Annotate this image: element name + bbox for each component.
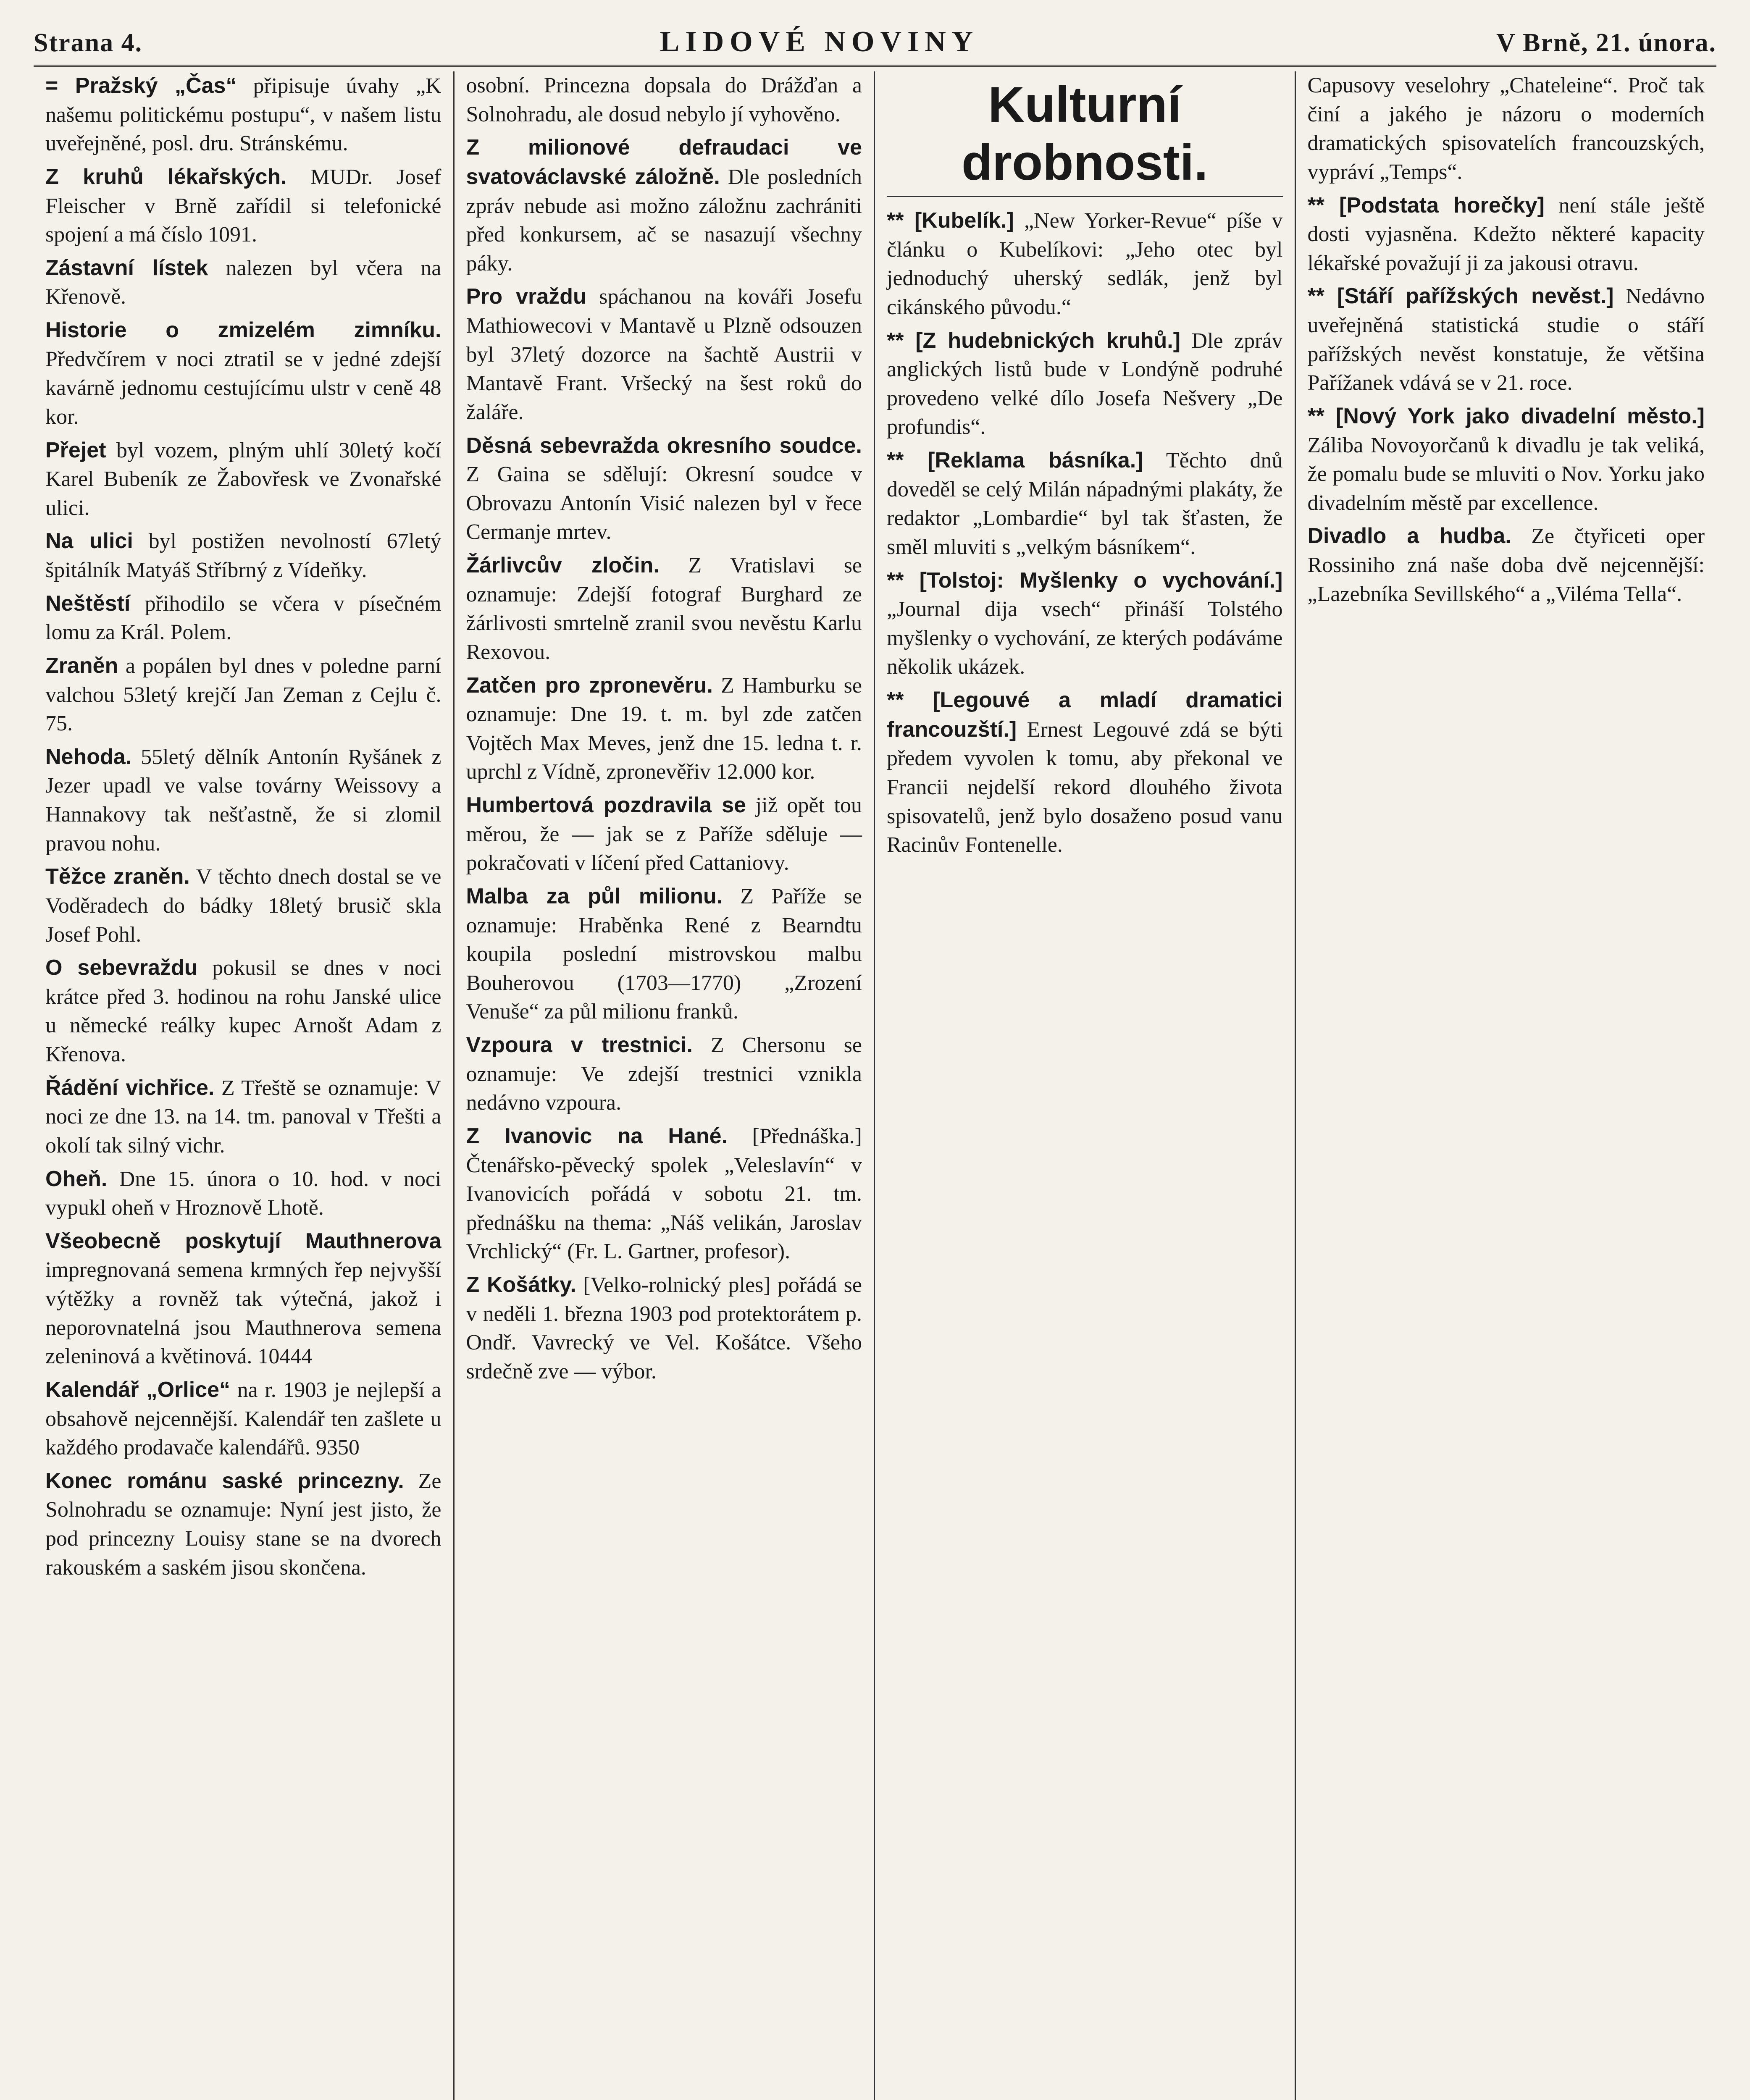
article-paragraph (45, 862, 441, 949)
place-date: V Brně, 21. února. (1496, 29, 1716, 57)
column-2 (455, 71, 875, 2100)
article-headline: Zraněn (45, 653, 118, 678)
article-paragraph (45, 1074, 441, 1160)
article-headline: Konec románu saské princezny. (45, 1468, 404, 1493)
article-headline: Kalendář „Orlice“ (45, 1377, 230, 1402)
article-headline: Divadlo a hudba. (1307, 524, 1511, 549)
article-headline: Z Košátky. (466, 1273, 576, 1297)
article-headline: Oheň. (45, 1166, 108, 1191)
article-body: Ze Solnohradu se oznamuje: Nyní jest jisto, že pod princezny Louisy stane se na dvorech rakouském a saském jisou skončena. (45, 1469, 441, 1580)
article-headline: Vzpoura v trestnici. (466, 1033, 693, 1057)
article-paragraph (45, 1165, 441, 1223)
article-headline: Z kruhů lékařských. (45, 164, 287, 189)
article-headline: Řádění vichřice. (45, 1075, 215, 1100)
article-body: [Velko-rolnický ples] pořádá se v neděli 1. března 1903 pod protektorátem p. Ondř. Vavrecký ve Vel. Košátce. Všeho srdečně zve — výbor. (466, 1273, 862, 1383)
article-body: Těchto dnů doveděl se celý Milán nápadnými plakáty, že redaktor „Lombardie“ byl tak šťasten, že směl mluviti s „velkým básníkem“. (887, 449, 1283, 559)
article-paragraph (466, 551, 862, 667)
article-paragraph (466, 282, 862, 427)
article-headline: Pro vraždu (466, 284, 586, 309)
article-body: byl postižen nevolností 67letý špitálník Matyáš Stříbrný z Vídeňky. (45, 529, 441, 582)
article-body: Z Hamburku se oznamuje: Dne 19. t. m. byl zde zatčen Vojtěch Max Meves, jenž dne 15. ledna t. r. uprchl z Vídně, zpronevěřiv 12.000 kor. (466, 673, 862, 784)
article-body: nalezen byl včera na Křenově. (45, 256, 441, 309)
section-title: Kulturní drobnosti. (887, 76, 1283, 197)
article-body: Dle zpráv anglických listů bude v Londýně podruhé provedeno velké dílo Josefa Nešvery „De profundis“. (887, 328, 1283, 439)
article-headline: O sebevraždu (45, 956, 198, 980)
article-body: MUDr. Josef Fleischer v Brně zařídil si telefonické spojení a má číslo 1091. (45, 165, 441, 247)
article-paragraph (1308, 282, 1705, 398)
article-body: spáchanou na kováři Josefu Mathiowecovi v Mantavě u Plzně odsouzen byl 37letý dozorce na šachtě Austrii v Mantavě Frant. Vršecký na šest roků do žaláře. (466, 285, 862, 424)
article-paragraph (45, 527, 441, 585)
article-headline: Malba za půl milionu. (466, 884, 723, 908)
article-headline: ** [Kubelík.] (887, 208, 1014, 233)
article-body: byl vozem, plným uhlí 30letý kočí Karel Bubeník ze Žabovřesk ve Zvonařské ulici. (45, 438, 441, 520)
page-label: Strana 4. (34, 29, 143, 57)
article-paragraph (1308, 402, 1705, 518)
article-paragraph (466, 1270, 862, 1386)
article-headline: Přejet (45, 438, 106, 462)
article-paragraph (466, 791, 862, 878)
article-paragraph (45, 953, 441, 1069)
article-body: již opět tou měrou, že — jak se z Paříže sděluje — pokračovati v líčení před Cattaniovy. (466, 793, 862, 875)
article-body: Z Gaina se sdělují: Okresní soudce v Obrovazu Antonín Visić nalezen byl v řece Cermanje mrtev. (466, 462, 862, 544)
article-paragraph (45, 589, 441, 647)
article-headline: = Pražský „Čas“ (45, 74, 237, 98)
article-body: pokusil se dnes v noci krátce před 3. hodinou na rohu Janské ulice u německé reálky kupec Arnošt Adam z Křenova. (45, 956, 441, 1066)
article-body: Z Paříže se oznamuje: Hraběnka René z Bearndtu koupila poslední mistrovskou malbu Bouherovou (1703—1770) „Zrození Venuše“ za půl milionu franků. (466, 884, 862, 1024)
article-body: a popálen byl dnes v poledne parní valchou 53letý krejčí Jan Zeman z Cejlu č. 75. (45, 654, 441, 736)
article-body: Z Chersonu se oznamuje: Ve zdejší trestnici vznikla nedávno vzpoura. (466, 1033, 862, 1115)
article-headline: Těžce zraněn. (45, 864, 190, 889)
article-body: Z Třeště se oznamuje: V noci ze dne 13. na 14. tm. panoval v Třešti a okolí tak silný vichr. (45, 1076, 441, 1158)
article-headline: ** [Reklama básníka.] (887, 448, 1143, 472)
article-body: Záliba Novoyorčanů k divadlu je tak veliká, že pomalu bude se mluviti o Nov. Yorku jako divadelním městě par excellence. (1307, 433, 1705, 515)
article-body: připisuje úvahy „K našemu politickému postupu“, v našem listu uveřejněné, posl. dru. Stránskému. (45, 74, 441, 156)
article-paragraph (45, 163, 441, 249)
article-body: impregnovaná semena krmných řep nejvyšší výtěžky a rovněž tak výtečná, jakož i neporovnatelná jsou Mauthnerova semena zeleninová a květinová. 10444 (45, 1258, 441, 1369)
article-headline: ** [Nový York jako divadelní město.] (1307, 404, 1705, 428)
article-headline: Zástavní lístek (45, 255, 208, 280)
article-paragraph (466, 71, 862, 129)
article-paragraph (45, 254, 441, 312)
article-paragraph (45, 1227, 441, 1371)
article-headline: Z milionové defraudaci ve svatováclavské záložně. (466, 135, 862, 189)
article-paragraph (466, 882, 862, 1026)
article-paragraph (45, 1376, 441, 1462)
article-body: na r. 1903 je nejlepší a obsahově nejcennější. Kalendář ten zašlete u každého prodavače kalendářů. 9350 (45, 1378, 441, 1460)
article-headline: ** [Tolstoj: Myšlenky o vychování.] (887, 568, 1283, 593)
article-body: Ernest Legouvé zdá se býti předem vyvolen k tomu, aby překonal ve Francii nejdelší rekord dlouhého života spisovatelů, jenž bylo dosaženo posud vanu Racinův Fontenelle. (887, 717, 1283, 857)
article-paragraph (887, 446, 1283, 562)
column-4 (1296, 71, 1717, 2100)
article-body: přihodilo se včera v písečném lomu za Král. Polem. (45, 591, 441, 645)
article-body: osobní. Princezna dopsala do Drážďan a Solnohradu, ale dosud nebylo jí vyhověno. (466, 74, 862, 126)
article-body: Dne 15. února o 10. hod. v noci vypukl oheň v Hroznově Lhotě. (45, 1167, 441, 1220)
article-paragraph (466, 1031, 862, 1118)
article-body: není stále ještě dosti vyjasněna. Kdežto některé kapacity lékařské považují ji za jakousi otravu. (1307, 193, 1705, 275)
article-headline: Děsná sebevražda okresního soudce. (466, 433, 862, 458)
article-paragraph (45, 1467, 441, 1583)
article-paragraph (466, 671, 862, 787)
article-headline: Všeobecně poskytují Mauthnerova (45, 1228, 441, 1253)
article-headline: Nehoda. (45, 744, 132, 769)
article-paragraph (887, 206, 1283, 322)
article-paragraph (466, 133, 862, 278)
article-headline: ** [Z hudebnických kruhů.] (887, 328, 1181, 353)
article-body: Předvčírem v noci ztratil se v jedné zdejší kavárně jednomu cestujícímu ulstr v ceně 48 kor. (45, 347, 441, 429)
article-headline: Na ulici (45, 529, 133, 554)
article-body: Dle posledních zpráv nebude asi možno záložnu zachrániti před konkursem, ač se nasazují všechny páky. (466, 165, 862, 276)
article-paragraph (45, 743, 441, 858)
article-paragraph (887, 566, 1283, 682)
article-headline: Zatčen pro zpronevěru. (466, 673, 713, 698)
article-headline: Z Ivanovic na Hané. (466, 1124, 728, 1148)
article-headline: ** [Podstata horečky] (1307, 193, 1545, 218)
article-body: Nedávno uveřejněná statistická studie o stáří pařížských nevěst konstatuje, že většina Pařížanek vdává se v 21. roce. (1307, 284, 1705, 395)
article-paragraph (1308, 71, 1705, 187)
article-body: Z Vratislavi se oznamuje: Zdejší fotograf Burghard ze žárlivosti smrtelně zranil svou nevěstu Karlu Rexovou. (466, 554, 862, 664)
article-paragraph (1308, 522, 1705, 609)
article-paragraph (45, 651, 441, 738)
article-paragraph (45, 436, 441, 523)
column-1 (34, 71, 455, 2100)
article-headline: Humbertová pozdravila se (466, 793, 746, 817)
columns (34, 71, 1716, 2100)
article-body: Capusovy veselohry „Chateleine“. Proč tak činí a jakého je názoru o moderních dramatických spisovatelích francouzských, vypráví „Temps“. (1307, 74, 1705, 184)
article-headline: Žárlivcův zločin. (466, 553, 660, 578)
article-body: „Journal dija vsech“ přináší Tolstého myšlenky o vychování, ze kterých podáváme několik ukázek. (887, 597, 1283, 679)
column-3 (875, 71, 1296, 2100)
article-paragraph (887, 326, 1283, 442)
article-headline: ** [Stáří pařížských nevěst.] (1307, 284, 1614, 309)
article-headline: Historie o zmizelém zimníku. (45, 318, 441, 342)
article-headline: ** [Legouvé a mladí dramatici francouzští.] (887, 688, 1283, 742)
article-paragraph (45, 71, 441, 158)
article-body: V těchto dnech dostal se ve Voděradech do bádky 18letý brusič skla Josef Pohl. (45, 865, 441, 947)
article-paragraph (887, 686, 1283, 860)
paper-name: LIDOVÉ NOVINY (660, 26, 979, 58)
article-body: „New Yorker-Revue“ píše v článku o Kubelíkovi: „Jeho otec byl jednoduchý uherský sedlák, jenž byl cikánského původu.“ (887, 209, 1283, 319)
article-headline: Neštěstí (45, 591, 131, 616)
article-body: 55letý dělník Antonín Ryšánek z Jezer upadl ve valse továrny Weissovy a Hannakovy tak nešťastně, že si zlomil pravou nohu. (45, 745, 441, 856)
article-paragraph (1308, 191, 1705, 278)
article-body: [Přednáška.] Čtenářsko-pěvecký spolek „Veleslavín“ v Ivanovicích pořádá v sobotu 21. tm. přednášku na thema: „Náš velikán, Jaroslav Vrchlický“ (Fr. L. Gartner, profesor). (466, 1124, 862, 1264)
article-paragraph (466, 1122, 862, 1266)
article-paragraph (45, 316, 441, 432)
masthead (34, 25, 1716, 67)
article-paragraph (466, 431, 862, 547)
article-body: Ze čtyřiceti oper Rossiniho zná naše doba dvě nejcennější: „Lazebníka Sevillského“ a „Viléma Tella“. (1307, 524, 1705, 606)
